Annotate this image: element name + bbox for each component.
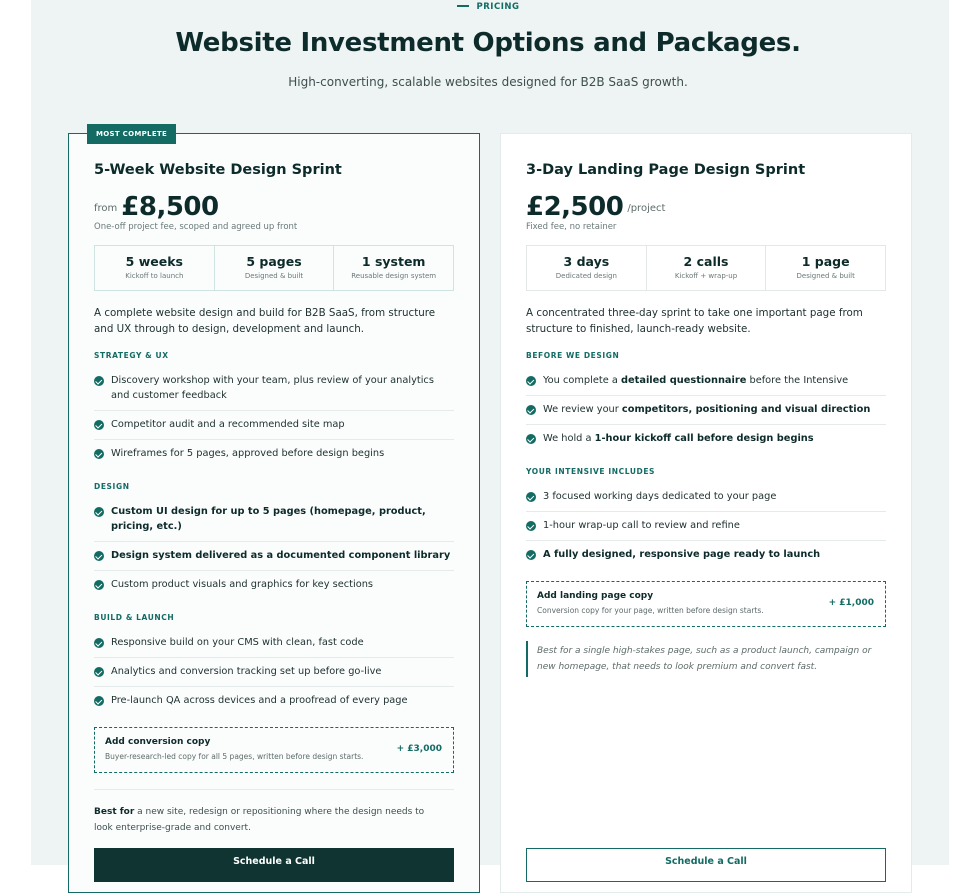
feature-item [526,425,886,453]
feature-text: Wireframes for 5 pages, approved before design begins [111,448,385,459]
feature-text-strong: competitors, positioning and visual direction [621,404,871,415]
price-row [94,192,454,222]
feature-text-pre: We hold a [543,433,595,444]
feature-text-strong: 1-hour kickoff call before design begins [594,433,814,444]
check-icon [94,420,104,430]
stat-item [766,246,885,290]
feature-text: Discovery workshop with your team, plus review of your analytics and customer feedback [111,375,434,401]
check-icon [94,376,104,386]
most-complete-badge: MOST COMPLETE [87,124,176,144]
pricing-eyebrow [0,2,976,12]
feature-text: A fully designed, responsive page ready to launch [543,549,821,560]
feature-text-post: before the Intensive [746,375,849,386]
check-icon [526,521,536,531]
best-for-text: a new site, redesign or repositioning where the design needs to look enterprise-grade and convert. [94,807,425,833]
best-for-note [94,804,444,836]
stat-value: 3 days [563,254,610,269]
feature-text [543,431,814,446]
feature-text [543,402,870,417]
price-row [526,192,886,222]
stat-item [334,246,453,290]
package-title: 3-Day Landing Page Design Sprint [526,162,806,178]
package-description: A complete website design and build for B2B SaaS, from structure and UX through to design, development and launch. [94,307,436,335]
feature-text-strong: detailed questionnaire [621,375,747,386]
addon-landing-copy[interactable] [526,581,886,627]
feature-item [94,687,454,715]
stat-item [215,246,335,290]
stat-label: Kickoff + wrap-up [674,272,738,280]
feature-item [94,658,454,687]
divider [94,789,454,790]
feature-item [94,411,454,440]
schedule-call-button[interactable]: Schedule a Call [526,848,886,882]
package-price: £2,500 [526,192,624,222]
check-icon [526,492,536,502]
feature-text-pre: We review your [543,404,622,415]
check-icon [94,580,104,590]
feature-item [94,440,454,468]
feature-item [94,367,454,411]
feature-item [526,541,886,569]
check-icon [94,551,104,561]
feature-item [94,629,454,658]
page-title: Website Investment Options and Packages. [175,28,801,58]
feature-item [94,498,454,542]
feature-text: Custom product visuals and graphics for key sections [111,579,374,590]
feature-text [543,373,848,388]
feature-text: Design system delivered as a documented component library [111,550,451,561]
feature-text: 3 focused working days dedicated to your page [543,491,777,502]
feature-text-pre: You complete a [543,375,621,386]
addon-price: + £1,000 [828,598,874,608]
schedule-call-button[interactable]: Schedule a Call [94,848,454,882]
feature-item [94,542,454,571]
feature-list [526,483,886,569]
eyebrow-dash [457,5,469,7]
package-description: A concentrated three-day sprint to take one important page from structure to finished, launch-ready website. [526,307,863,335]
addon-description: Buyer-research-led copy for all 5 pages, written before design starts. [105,752,364,761]
eyebrow-label: PRICING [476,2,520,12]
feature-list [94,629,454,715]
feature-item [94,571,454,599]
addon-conversion-copy[interactable] [94,727,454,773]
check-icon [526,405,536,415]
stat-value: 2 calls [683,254,729,269]
group-heading-strategy: STRATEGY & UX [94,351,169,360]
feature-text: Responsive build on your CMS with clean, fast code [111,637,364,648]
check-icon [94,449,104,459]
stats-row [526,245,886,291]
price-note: One-off project fee, scoped and agreed up front [94,222,298,232]
check-icon [94,667,104,677]
package-price: £8,500 [121,192,219,222]
feature-list [94,498,454,599]
stat-label: Kickoff to launch [125,272,184,280]
feature-item [526,396,886,425]
stat-label: Dedicated design [555,272,617,280]
price-prefix: from [94,203,118,214]
stat-item [647,246,767,290]
group-heading-includes: YOUR INTENSIVE INCLUDES [526,467,656,476]
stat-value: 5 weeks [125,254,183,269]
addon-title: Add landing page copy [537,591,654,601]
feature-list [526,367,886,453]
group-heading-before: BEFORE WE DESIGN [526,351,620,360]
landing-package-card [500,133,912,893]
addon-title: Add conversion copy [105,737,211,747]
check-icon [526,434,536,444]
check-icon [526,550,536,560]
stats-row [94,245,454,291]
feature-item [526,367,886,396]
feature-text: Pre-launch QA across devices and a proofread of every page [111,695,408,706]
stat-value: 5 pages [246,254,302,269]
group-heading-design: DESIGN [94,482,130,491]
best-for-quote: Best for a single high-stakes page, such as a product launch, campaign or new homepage, that needs to look premium and convert fast. [526,641,881,677]
feature-list [94,367,454,468]
feature-text: Custom UI design for up to 5 pages (homepage, product, pricing, etc.) [111,506,426,532]
feature-text: Analytics and conversion tracking set up before go-live [111,666,382,677]
page-subtitle: High-converting, scalable websites designed for B2B SaaS growth. [288,75,688,89]
sprint-package-card [68,130,480,893]
package-title: 5-Week Website Design Sprint [94,162,342,178]
price-suffix: /project [627,203,666,214]
stat-label: Designed & built [796,272,855,280]
check-icon [94,696,104,706]
stat-item [527,246,647,290]
best-for-label: Best for [94,807,135,817]
feature-item [526,483,886,512]
group-heading-build: BUILD & LAUNCH [94,613,175,622]
feature-text: 1-hour wrap-up call to review and refine [543,520,740,531]
feature-text: Competitor audit and a recommended site map [111,419,345,430]
check-icon [94,638,104,648]
addon-description: Conversion copy for your page, written before design starts. [537,606,764,615]
stat-label: Designed & built [244,272,304,280]
stat-item [95,246,215,290]
check-icon [526,376,536,386]
stat-label: Reusable design system [351,272,437,280]
stat-value: 1 system [361,254,426,269]
stat-value: 1 page [801,254,850,269]
addon-price: + £3,000 [396,744,442,754]
feature-item [526,512,886,541]
check-icon [94,507,104,517]
price-note: Fixed fee, no retainer [526,222,617,232]
